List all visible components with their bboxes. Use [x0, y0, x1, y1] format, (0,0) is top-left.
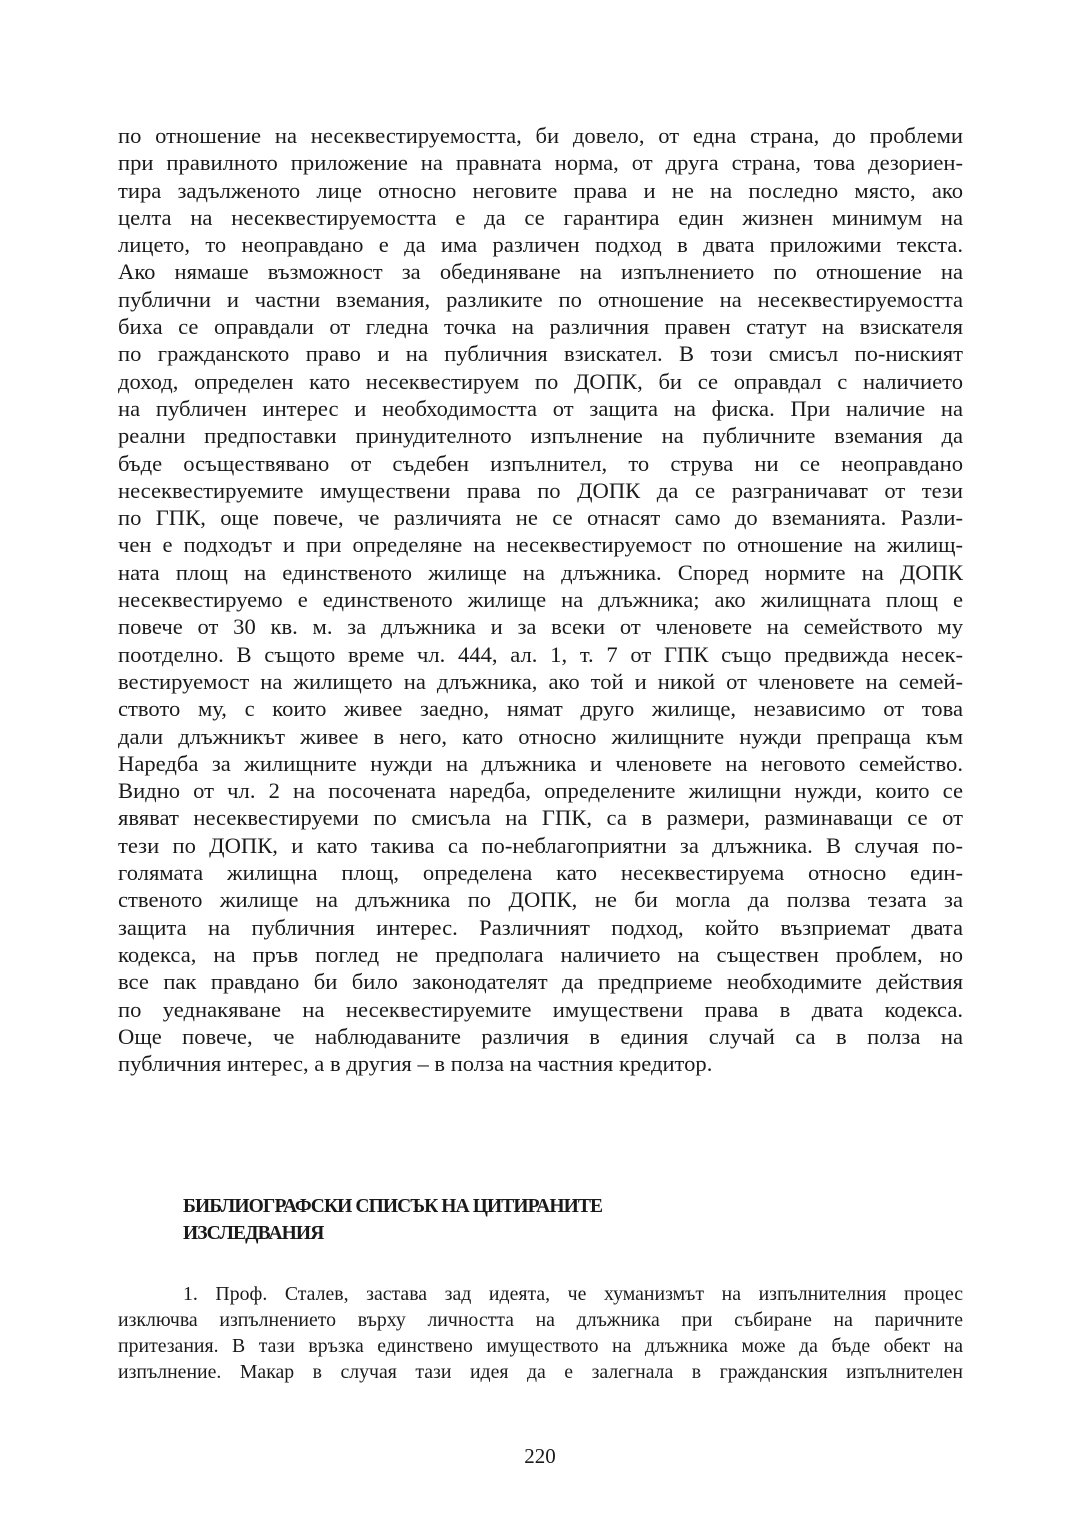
text-line: несеквестируемо е единственото жилище на длъжника; ако жилищната площ е — [118, 587, 963, 613]
text-line: реални предпоставки принудителното изпълнение на публичните вземания да — [118, 423, 963, 449]
text-line: по ГПК, още повече, че различията не се отнасят само до вземанията. Разли- — [118, 505, 963, 531]
text-line: биха се оправдали от гледна точка на различния правен статут на взискателя — [118, 314, 963, 340]
text-line: Наредба за жилищните нужди на длъжника и членовете на неговото семейство. — [118, 750, 963, 776]
text-line: голямата жилищна площ, определена като несеквестируема относно един- — [118, 860, 963, 886]
text-line: доход, определен като несеквестируем по ДОПК, би се оправдал с наличието — [118, 368, 963, 394]
text-line: все пак правдано би било законодателят да предприеме необходимите действия — [118, 969, 963, 995]
footnote-line: притезания. В тази връзка единствено имуществото на длъжника може да бъде обект на — [118, 1335, 963, 1357]
text-line: публични и частни вземания, разликите по отношение на несеквестируемостта — [118, 286, 963, 312]
body-paragraph — [118, 122, 963, 1077]
text-line: на публичен интерес и необходимостта от защита на фиска. При наличие на — [118, 395, 963, 421]
footnote-line: 1. Проф. Сталев, застава зад идеята, че хуманизмът на изпълнителния процес — [183, 1283, 963, 1305]
text-line: чен е подходът и при определяне на несеквестируемост по отношение на жилищ- — [118, 532, 963, 558]
text-line: Видно от чл. 2 на посочената наредба, определените жилищни нужди, които се — [118, 778, 963, 804]
text-line: по уеднакяване на несеквестируемите имуществени права в двата кодекса. — [118, 996, 963, 1022]
text-line: кодекса, на пръв поглед не предполага наличието на съществен проблем, но — [118, 941, 963, 967]
text-line: ната площ на единственото жилище на длъжника. Според нормите на ДОПК — [118, 559, 963, 585]
text-line: при правилното приложение на правната норма, от друга страна, това дезориен- — [118, 150, 963, 176]
footnote-paragraph — [118, 1281, 963, 1385]
footnote-line: изпълнение. Макар в случая тази идея да е залегнала в гражданския изпълнителен — [118, 1361, 963, 1383]
page-number: 220 — [524, 1444, 556, 1468]
text-line: по гражданското право и на публичния взискател. В този смисъл по-ниският — [118, 341, 963, 367]
text-line: лицето, то неоправдано е да има различен подход в двата приложими текста. — [118, 232, 963, 258]
text-line: Още повече, че наблюдаваните различия в единия случай са в полза на — [118, 1023, 963, 1049]
text-line: целта на несеквестируемостта е да се гарантира един жизнен минимум на — [118, 204, 963, 230]
text-line: Ако нямаше възможност за обединяване на изпълнението по отношение на — [118, 259, 963, 285]
text-line: тира задълженото лице относно неговите права и не на последно място, ако — [118, 177, 963, 203]
text-line: повече от 30 кв. м. за длъжника и за всеки от членовете на семейството му — [118, 614, 963, 640]
text-line: по отношение на несеквестируемостта, би довело, от една страна, до проблеми — [118, 123, 963, 148]
text-line: ството му, с които живее заедно, нямат друго жилище, независимо от това — [118, 696, 963, 722]
text-line: защита на публичния интерес. Различният подход, който възприемат двата — [118, 914, 963, 940]
text-line: ственото жилище на длъжника по ДОПК, не би могла да ползва тезата за — [118, 887, 963, 913]
text-line: тези по ДОПК, и като такива са по-неблагоприятни за длъжника. В случая по- — [118, 832, 963, 858]
text-line: публичния интерес, а в другия – в полза на частния кредитор. — [118, 1051, 713, 1077]
text-line: явяват несеквестируеми по смисъла на ГПК, са в размери, разминаващи се от — [118, 805, 963, 831]
text-line: вестируемост на жилището на длъжника, ако той и никой от членовете на семей- — [118, 668, 963, 694]
heading-line: БИБЛИОГРАФСКИ СПИСЪК НА ЦИТИРАНИТЕ — [183, 1196, 603, 1217]
footnote-line: изключва изпълнението върху личността на длъжника при събиране на паричните — [118, 1309, 963, 1331]
bibliography-heading — [183, 1193, 903, 1247]
text-line: дали длъжникът живее в него, като относно жилищните нужди препраща към — [118, 723, 963, 749]
text-line: поотделно. В същото време чл. 444, ал. 1, т. 7 от ГПК също предвижда несек- — [118, 641, 963, 667]
text-line: бъде осъществявано от съдебен изпълнител, то струва ни се неоправдано — [118, 450, 963, 476]
text-line: несеквестируемите имуществени права по ДОПК да се разграничават от тези — [118, 477, 963, 503]
heading-line: ИЗСЛЕДВАНИЯ — [183, 1223, 324, 1244]
